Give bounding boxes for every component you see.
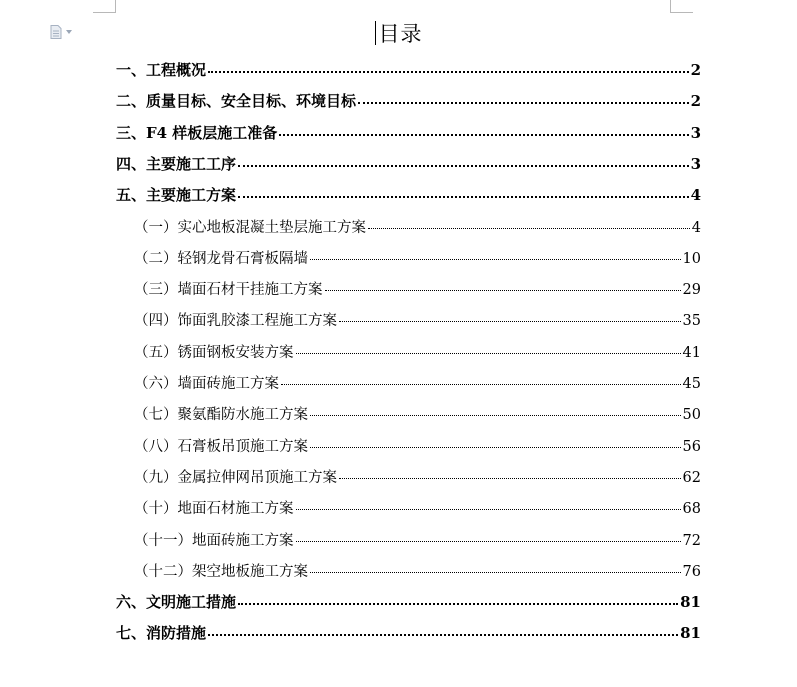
toc-entry-text: （十二）架空地板施工方案 [134,563,308,580]
toc-entry[interactable] [116,278,701,299]
toc-entry[interactable] [116,466,701,487]
toc-entry-page: 3 [690,154,701,173]
toc-entry-text: （九）金属拉伸网吊顶施工方案 [134,469,337,486]
toc-entry-text: （八）石膏板吊顶施工方案 [134,438,308,455]
toc-leader-dots [368,228,690,229]
toc-leader-dots [208,634,678,636]
toc-leader-dots [279,134,688,136]
toc-leader-dots [296,353,681,354]
toc-leader-dots [310,447,681,448]
toc-entry-page: 76 [682,563,701,580]
toc-leader-dots [310,259,681,260]
toc-entry[interactable] [116,497,701,518]
toc-leader-dots [339,321,681,322]
toc-entry[interactable] [116,341,701,362]
toc-entry-page: 4 [691,219,701,236]
toc-entry-text: （十）地面石材施工方案 [134,501,294,518]
toc-leader-dots [281,384,681,385]
toc-entry[interactable] [116,247,701,268]
toc-leader-dots [325,290,681,291]
toc-entry[interactable] [116,122,701,143]
toc-leader-dots [238,603,678,605]
toc-leader-dots [238,196,689,198]
toc-entry-page: 3 [690,123,701,142]
toc-entry-page: 81 [680,593,701,612]
toc-entry-page: 10 [682,250,701,267]
toc-entry-page: 50 [682,407,701,424]
toc-entry-page: 4 [690,186,701,205]
toc-entry-text: 三、F4 样板层施工准备 [116,123,278,142]
toc-leader-dots [208,71,689,73]
toc-entry-text: 一、工程概况 [116,61,207,79]
toc-leader-dots [238,165,689,167]
toc-entry-page: 2 [690,61,701,79]
page-corner-mark-right [670,0,693,13]
toc-entry-text: （三）墙面石材干挂施工方案 [134,282,323,299]
toc-leader-dots [339,478,681,479]
toc-title[interactable] [375,18,423,48]
toc-leader-dots [296,541,681,542]
toc-entry-text: （四）饰面乳胶漆工程施工方案 [134,313,337,330]
toc-entry[interactable] [116,309,701,330]
toc-entry-page: 29 [682,282,701,299]
toc-leader-dots [310,572,681,573]
toc-entry-text: 二、质量目标、安全目标、环境目标 [116,92,357,111]
toc-leader-dots [310,415,681,416]
toc-entry-page: 72 [682,532,701,549]
toc-entry-page: 68 [682,501,701,518]
toc-entry-page: 62 [682,469,701,486]
toc-entry[interactable] [116,560,701,581]
toc-entry-page: 81 [680,624,701,643]
page-corner-mark-left [93,0,116,13]
toc-entry-text: 五、主要施工方案 [116,186,237,205]
toc-entry[interactable] [116,184,701,205]
toc-entry-page: 45 [682,376,701,392]
toc-entry-text: （一）实心地板混凝土垫层施工方案 [134,219,366,236]
toc-entry-text: （十一）地面砖施工方案 [134,532,294,549]
toc-entry[interactable] [116,435,701,456]
toc-entry[interactable] [116,372,701,393]
toc-entry[interactable] [116,59,701,80]
text-cursor [375,21,377,45]
toc-entry[interactable] [116,529,701,550]
toc-entry-text: （五）锈面钢板安装方案 [134,344,294,361]
toc-entry-text: 六、文明施工措施 [116,593,237,612]
toc-entry-text: （二）轻钢龙骨石膏板隔墙 [134,250,308,267]
toc-entry-page: 2 [690,92,701,111]
toc-leader-dots [358,102,689,104]
toc-entry[interactable] [116,622,701,643]
toc-entry-page: 41 [682,344,701,361]
toc-entry-text: 四、主要施工工序 [116,154,237,173]
toc-leader-dots [296,509,681,510]
toc-entry[interactable] [116,403,701,424]
toc-entry-text: （六）墙面砖施工方案 [134,376,279,392]
toc-entry-page: 35 [682,313,701,330]
toc-entry-text: （七）聚氨酯防水施工方案 [134,407,308,424]
toc-entry[interactable] [116,216,701,237]
toc-entry-page: 56 [682,438,701,455]
toc-entry[interactable] [116,90,701,111]
toc-entry[interactable] [116,591,701,612]
toc-entry-text: 七、消防措施 [116,624,207,643]
toc-entry[interactable] [116,153,701,174]
toc-title-text: 目录 [378,22,423,46]
